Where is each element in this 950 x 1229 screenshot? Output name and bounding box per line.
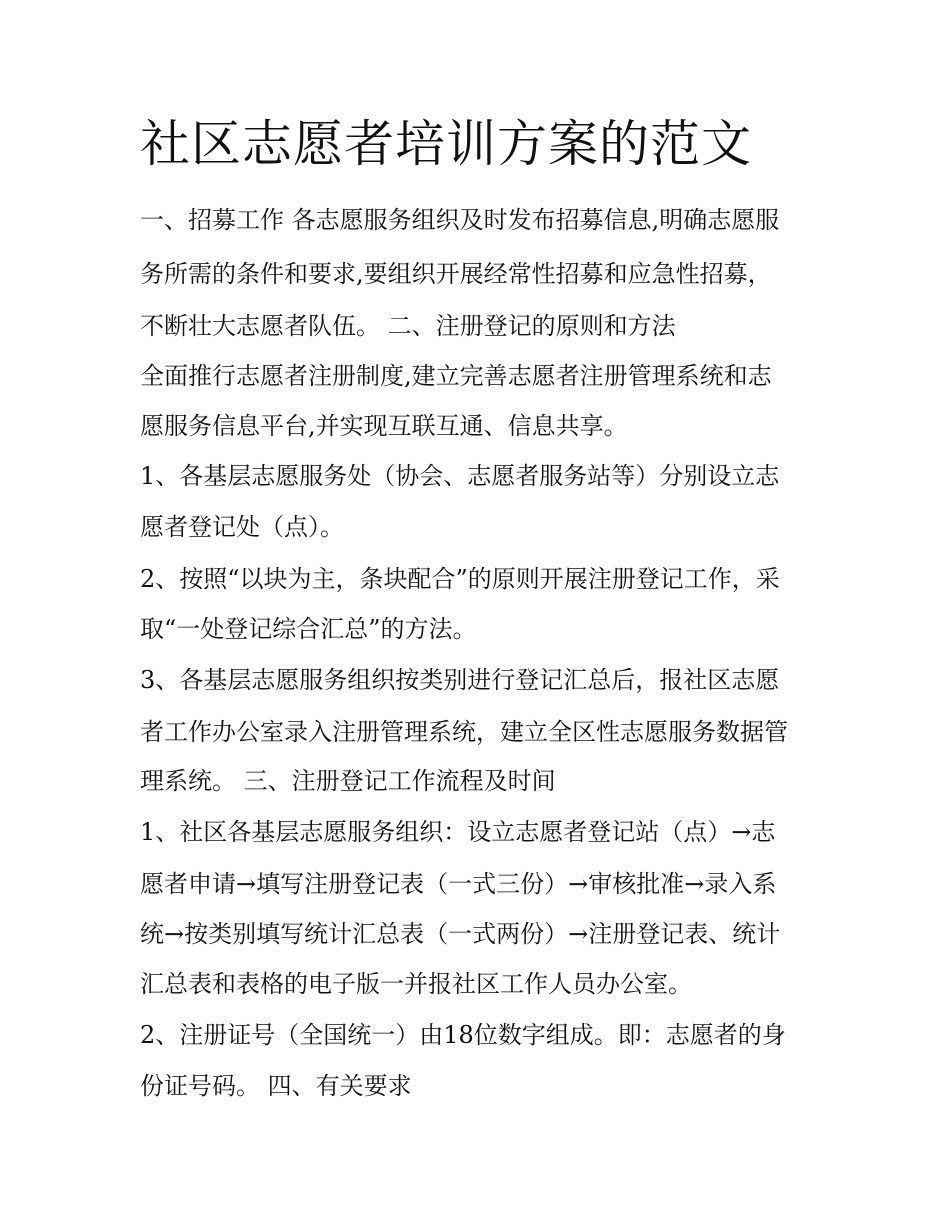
body-line-2: 务所需的条件和要求,要组织开展经常性招募和应急性招募，: [140, 260, 772, 288]
body-line-15: 统→按类别填写统计汇总表（一式两份）→注册登记表、统计: [140, 920, 781, 948]
body-line-6: 1、各基层志愿服务处（协会、志愿者服务站等）分别设立志: [140, 462, 780, 490]
body-line-4: 全面推行志愿者注册制度,建立完善志愿者注册管理系统和志: [140, 362, 772, 390]
body-line-14: 愿者申请→填写注册登记表（一式三份）→审核批准→录入系: [140, 870, 777, 898]
body-line-18: 份证号码。 四、有关要求: [140, 1072, 412, 1100]
body-line-9: 取“一处登记综合汇总”的方法。: [140, 615, 477, 643]
body-line-8: 2、按照“以块为主，条块配合”的原则开展注册登记工作，采: [140, 565, 780, 593]
body-line-1: 一、招募工作 各志愿服务组织及时发布招募信息,明确志愿服: [140, 206, 780, 234]
body-line-12: 理系统。 三、注册登记工作流程及时间: [140, 767, 556, 795]
body-line-10: 3、各基层志愿服务组织按类别进行登记汇总后，报社区志愿: [140, 666, 780, 694]
document-title: 社区志愿者培训方案的范文: [140, 115, 752, 173]
body-line-13: 1、社区各基层志愿服务组织：设立志愿者登记站（点）→志: [140, 818, 776, 846]
body-line-3: 不断壮大志愿者队伍。 二、注册登记的原则和方法: [140, 312, 676, 340]
body-line-11: 者工作办公室录入注册管理系统，建立全区性志愿服务数据管: [140, 718, 788, 746]
body-line-17: 2、注册证号（全国统一）由18位数字组成。即：志愿者的身: [140, 1021, 786, 1049]
body-line-16: 汇总表和表格的电子版一并报社区工作人员办公室。: [140, 970, 692, 998]
body-line-5: 愿服务信息平台,并实现互联互通、信息共享。: [140, 412, 628, 440]
body-line-7: 愿者登记处（点）。: [140, 513, 344, 541]
